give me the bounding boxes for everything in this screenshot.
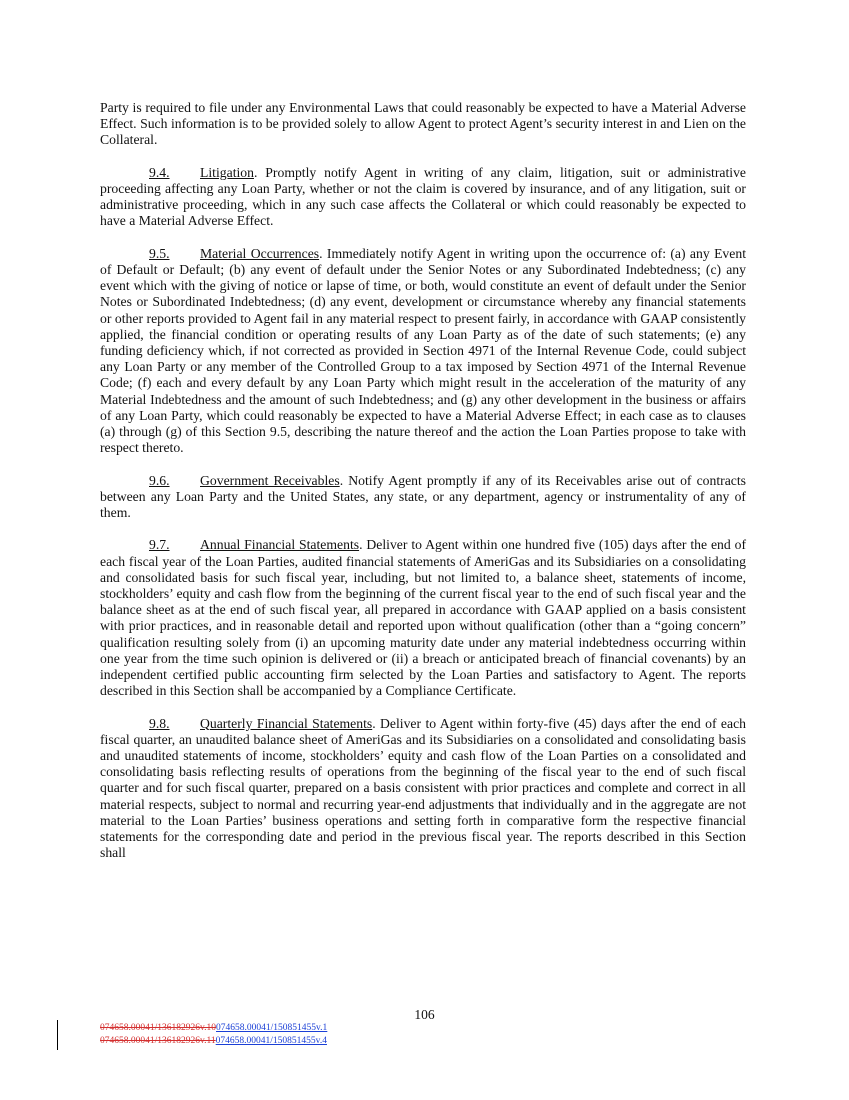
section-title: Litigation bbox=[200, 164, 254, 180]
section-body: . Deliver to Agent within forty-five (45) days after the end of each fiscal quarter, an unaudited balance sheet of AmeriGas and its Subsidiaries on a consolidated and consolidating basis and unaudited statements of income, stockholders’ equity and cash flow of the Loan Parties on a consolidated and consolidating basis reflecting results of operations from the beginning of the fiscal year to the end of such fiscal quarter and for such fiscal quarter, prepared on a basis consistent with prior practices and complete and correct in all material respects, subject to normal and recurring year-end adjustments that individually and in the aggregate are not material to the Loan Parties’ business operations and setting forth in comparative form the respective financial statements for the corresponding date and period in the previous fiscal year. The reports described in this Section shall bbox=[100, 715, 746, 861]
section-title: Quarterly Financial Statements bbox=[200, 715, 373, 731]
section-9-4 bbox=[100, 165, 746, 230]
deleted-doc-id: 074658.00041/136182926v.11 bbox=[100, 1035, 216, 1046]
section-number: 9.5. bbox=[149, 245, 170, 261]
section-number: 9.6. bbox=[149, 472, 170, 488]
document-footer bbox=[100, 1022, 327, 1047]
document-body bbox=[100, 100, 746, 861]
section-body: . Notify Agent promptly if any of its Receivables arise out of contracts between any Loan Party and the United States, any state, or any department, agency or instrumentality of any of them. bbox=[100, 472, 746, 521]
intro-paragraph: Party is required to file under any Environmental Laws that could reasonably be expected to have a Material Adverse Effect. Such information is to be provided solely to allow Agent to protect Agent’s security interest in and Lien on the Collateral. bbox=[100, 100, 746, 148]
section-body: . Promptly notify Agent in writing of any claim, litigation, suit or administrative proceeding affecting any Loan Party, whether or not the claim is covered by insurance, and of any litigation, suit or administrative proceeding, which in any such case affects the Collateral or which could reasonably be expected to have a Material Adverse Effect. bbox=[100, 164, 746, 229]
section-title: Government Receivables bbox=[200, 472, 340, 488]
section-number: 9.8. bbox=[149, 715, 170, 731]
inserted-doc-id: 074658.00041/150851455v.1 bbox=[216, 1023, 328, 1033]
section-9-7 bbox=[100, 537, 746, 699]
section-9-5 bbox=[100, 246, 746, 457]
section-number: 9.7. bbox=[149, 537, 170, 553]
section-9-6 bbox=[100, 473, 746, 522]
section-9-8 bbox=[100, 716, 746, 862]
section-title: Material Occurrences bbox=[200, 245, 320, 261]
section-number: 9.4. bbox=[149, 164, 170, 180]
change-bar bbox=[57, 1020, 58, 1050]
footer-line-2 bbox=[100, 1035, 327, 1048]
section-title: Annual Financial Statements bbox=[200, 537, 360, 553]
inserted-doc-id: 074658.00041/150851455v.4 bbox=[215, 1035, 327, 1046]
section-body: . Immediately notify Agent in writing upon the occurrence of: (a) any Event of Default or Default; (b) any event of default under the Senior Notes or any Subordinated Indebtedness; (c) any event which with the giving of notice or lapse of time, or both, would constitute an event of default under the Senior Notes or Subordinated Indebtedness; (d) any event, development or circumstance whereby any financial statements or other reports provided to Agent fail in any material respect to present fairly, in accordance with GAAP consistently applied, the financial condition or operating results of any Loan Party as of the date of such statements; (e) any funding deficiency which, if not corrected as provided in Section 4971 of the Internal Revenue Code, could subject any Loan Party or any member of the Controlled Group to a tax imposed by Section 4971 of the Internal Revenue Code; (f) each and every default by any Loan Party which might result in the acceleration of the maturity of any Material Indebtedness and the amount of such Indebtedness; and (g) any other development in the business or affairs of any Loan Party, which could reasonably be expected to have a Material Adverse Effect; in each case as to clauses (a) through (g) of this Section 9.5, describing the nature thereof and the action the Loan Parties propose to take with respect thereto. bbox=[100, 245, 747, 456]
footer-line-1 bbox=[100, 1022, 327, 1035]
page-number: 106 bbox=[414, 1007, 435, 1022]
section-body: . Deliver to Agent within one hundred five (105) days after the end of each fiscal year of the Loan Parties, audited financial statements of AmeriGas and its Subsidiaries on a consolidating and consolidated basis for such fiscal year, including, but not limited to, a balance sheet, statements of income, stockholders’ equity and cash flow from the beginning of the current fiscal year to the end of such fiscal year and the balance sheet as at the end of such fiscal year, all prepared in accordance with GAAP applied on a basis consistent with prior practices, and in reasonable detail and reported upon without qualification (other than a “going concern” qualification resulting solely from (i) an upcoming maturity date under any material indebtedness occurring within one year from the time such opinion is delivered or (ii) a breach or anticipated breach of financial covenants) by an independent certified public accounting firm selected by the Loan Parties and satisfactory to Agent. The reports described in this Section shall be accompanied by a Compliance Certificate. bbox=[100, 537, 747, 699]
deleted-doc-id: 074658.00041/136182926v.10 bbox=[100, 1023, 217, 1033]
